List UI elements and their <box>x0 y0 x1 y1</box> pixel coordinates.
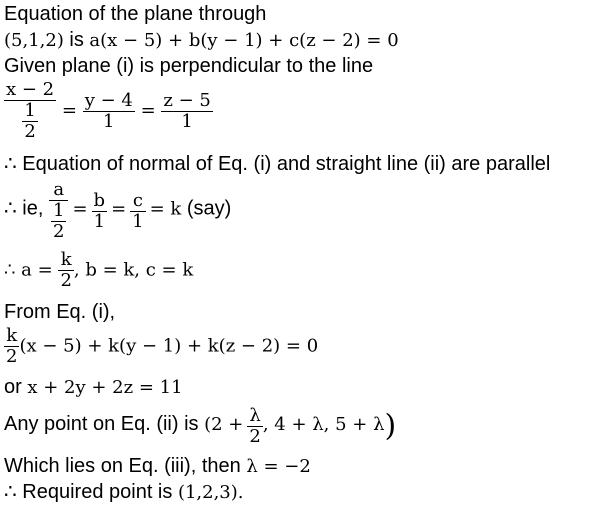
fraction-lambda-numerator: λ <box>247 406 262 427</box>
simplified-equation: x + 2y + 2z = 11 <box>27 377 183 398</box>
point-rest: , 4 + λ, 5 + λ <box>262 414 385 436</box>
half-denominator: 2 <box>52 221 65 242</box>
b-c-values: , b = k, c = k <box>73 259 194 281</box>
normal-parallel-text: Equation of normal of Eq. (i) and straight line (ii) are parallel <box>16 153 551 175</box>
lambda-equation: λ = −2 <box>246 456 311 477</box>
point-open: (2 + <box>204 414 244 436</box>
required-point-text: Required point is <box>16 481 178 503</box>
perpendicular-text: Given plane (i) is perpendicular to the line <box>4 55 374 77</box>
therefore-symbol: ∴ <box>4 197 17 220</box>
a-equals: ∴ a = <box>4 259 53 281</box>
point-coords: (5,1,2) <box>4 30 64 51</box>
fraction-a <box>49 180 68 242</box>
line-any-point <box>4 406 396 447</box>
fraction-k-numerator: k <box>58 250 73 271</box>
line-direction-ratios <box>4 180 231 242</box>
is-text: is <box>63 29 90 51</box>
intro-text: Equation of the plane through <box>4 3 267 25</box>
equals-1: = <box>72 198 88 220</box>
fraction-lambda-half <box>247 406 262 447</box>
line-abc-values <box>4 250 193 291</box>
half-fraction <box>51 201 66 242</box>
fraction-b-numerator: b <box>93 189 106 211</box>
fraction-lambda-denominator: 2 <box>249 426 261 447</box>
equals-1: = <box>61 100 77 121</box>
fraction-b-denominator: 1 <box>93 210 106 232</box>
any-point-text: Any point on Eq. (ii) is <box>4 413 205 436</box>
line-simplified-equation <box>4 375 183 401</box>
fraction-k-half <box>4 326 19 367</box>
line-required-point <box>4 480 244 506</box>
fraction-y <box>83 91 135 132</box>
fraction-b <box>92 191 108 232</box>
equals-2: = <box>111 198 127 220</box>
equals-k: = k <box>149 198 182 220</box>
fraction-k-half <box>58 250 73 291</box>
fraction-a-denominator <box>49 201 68 242</box>
half-numerator: 1 <box>24 100 36 121</box>
fraction-y-denominator: 1 <box>103 110 115 132</box>
fraction-z-denominator: 1 <box>181 110 193 132</box>
fraction-x <box>4 80 56 142</box>
fraction-c <box>130 191 145 232</box>
fraction-c-denominator: 1 <box>132 210 144 232</box>
ie-text: ie, <box>16 197 49 220</box>
fraction-a-numerator: a <box>49 180 68 201</box>
fraction-k-numerator: k <box>4 326 19 347</box>
line-perpendicular <box>4 54 373 78</box>
say-text: (say) <box>181 197 232 220</box>
from-eq-text: From Eq. (i), <box>4 301 116 323</box>
line-from-eq <box>4 300 115 324</box>
therefore-symbol: ∴ <box>4 153 17 175</box>
fraction-x-denominator <box>4 101 56 142</box>
fraction-k-denominator: 2 <box>6 346 18 367</box>
line-normal-parallel <box>4 152 550 176</box>
fraction-c-numerator: c <box>130 191 145 212</box>
point-close-paren: ) <box>384 408 397 444</box>
line-substituted-equation <box>4 326 318 367</box>
fraction-k-denominator: 2 <box>60 270 72 291</box>
plane-equation: a(x − 5) + b(y − 1) + c(z − 2) = 0 <box>89 30 399 51</box>
which-lies-text: Which lies on Eq. (iii), then <box>4 455 247 477</box>
therefore-symbol: ∴ <box>4 481 17 503</box>
half-fraction <box>22 101 37 142</box>
half-denominator: 2 <box>24 121 36 142</box>
fraction-z <box>161 91 212 132</box>
equals-2: = <box>140 100 156 121</box>
line-plane-equation <box>4 28 399 54</box>
line-symmetric-equation <box>4 80 213 142</box>
line-lambda-value <box>4 454 311 480</box>
required-point-coords: (1,2,3). <box>177 482 244 503</box>
line-intro <box>4 2 266 26</box>
fraction-x-numerator: x − 2 <box>6 79 55 100</box>
half-numerator: 1 <box>52 200 65 221</box>
fraction-z-numerator: z − 5 <box>163 89 211 111</box>
fraction-y-numerator: y − 4 <box>84 89 133 111</box>
substituted-equation: (x − 5) + k(y − 1) + k(z − 2) = 0 <box>19 335 319 357</box>
or-text: or <box>4 376 28 398</box>
